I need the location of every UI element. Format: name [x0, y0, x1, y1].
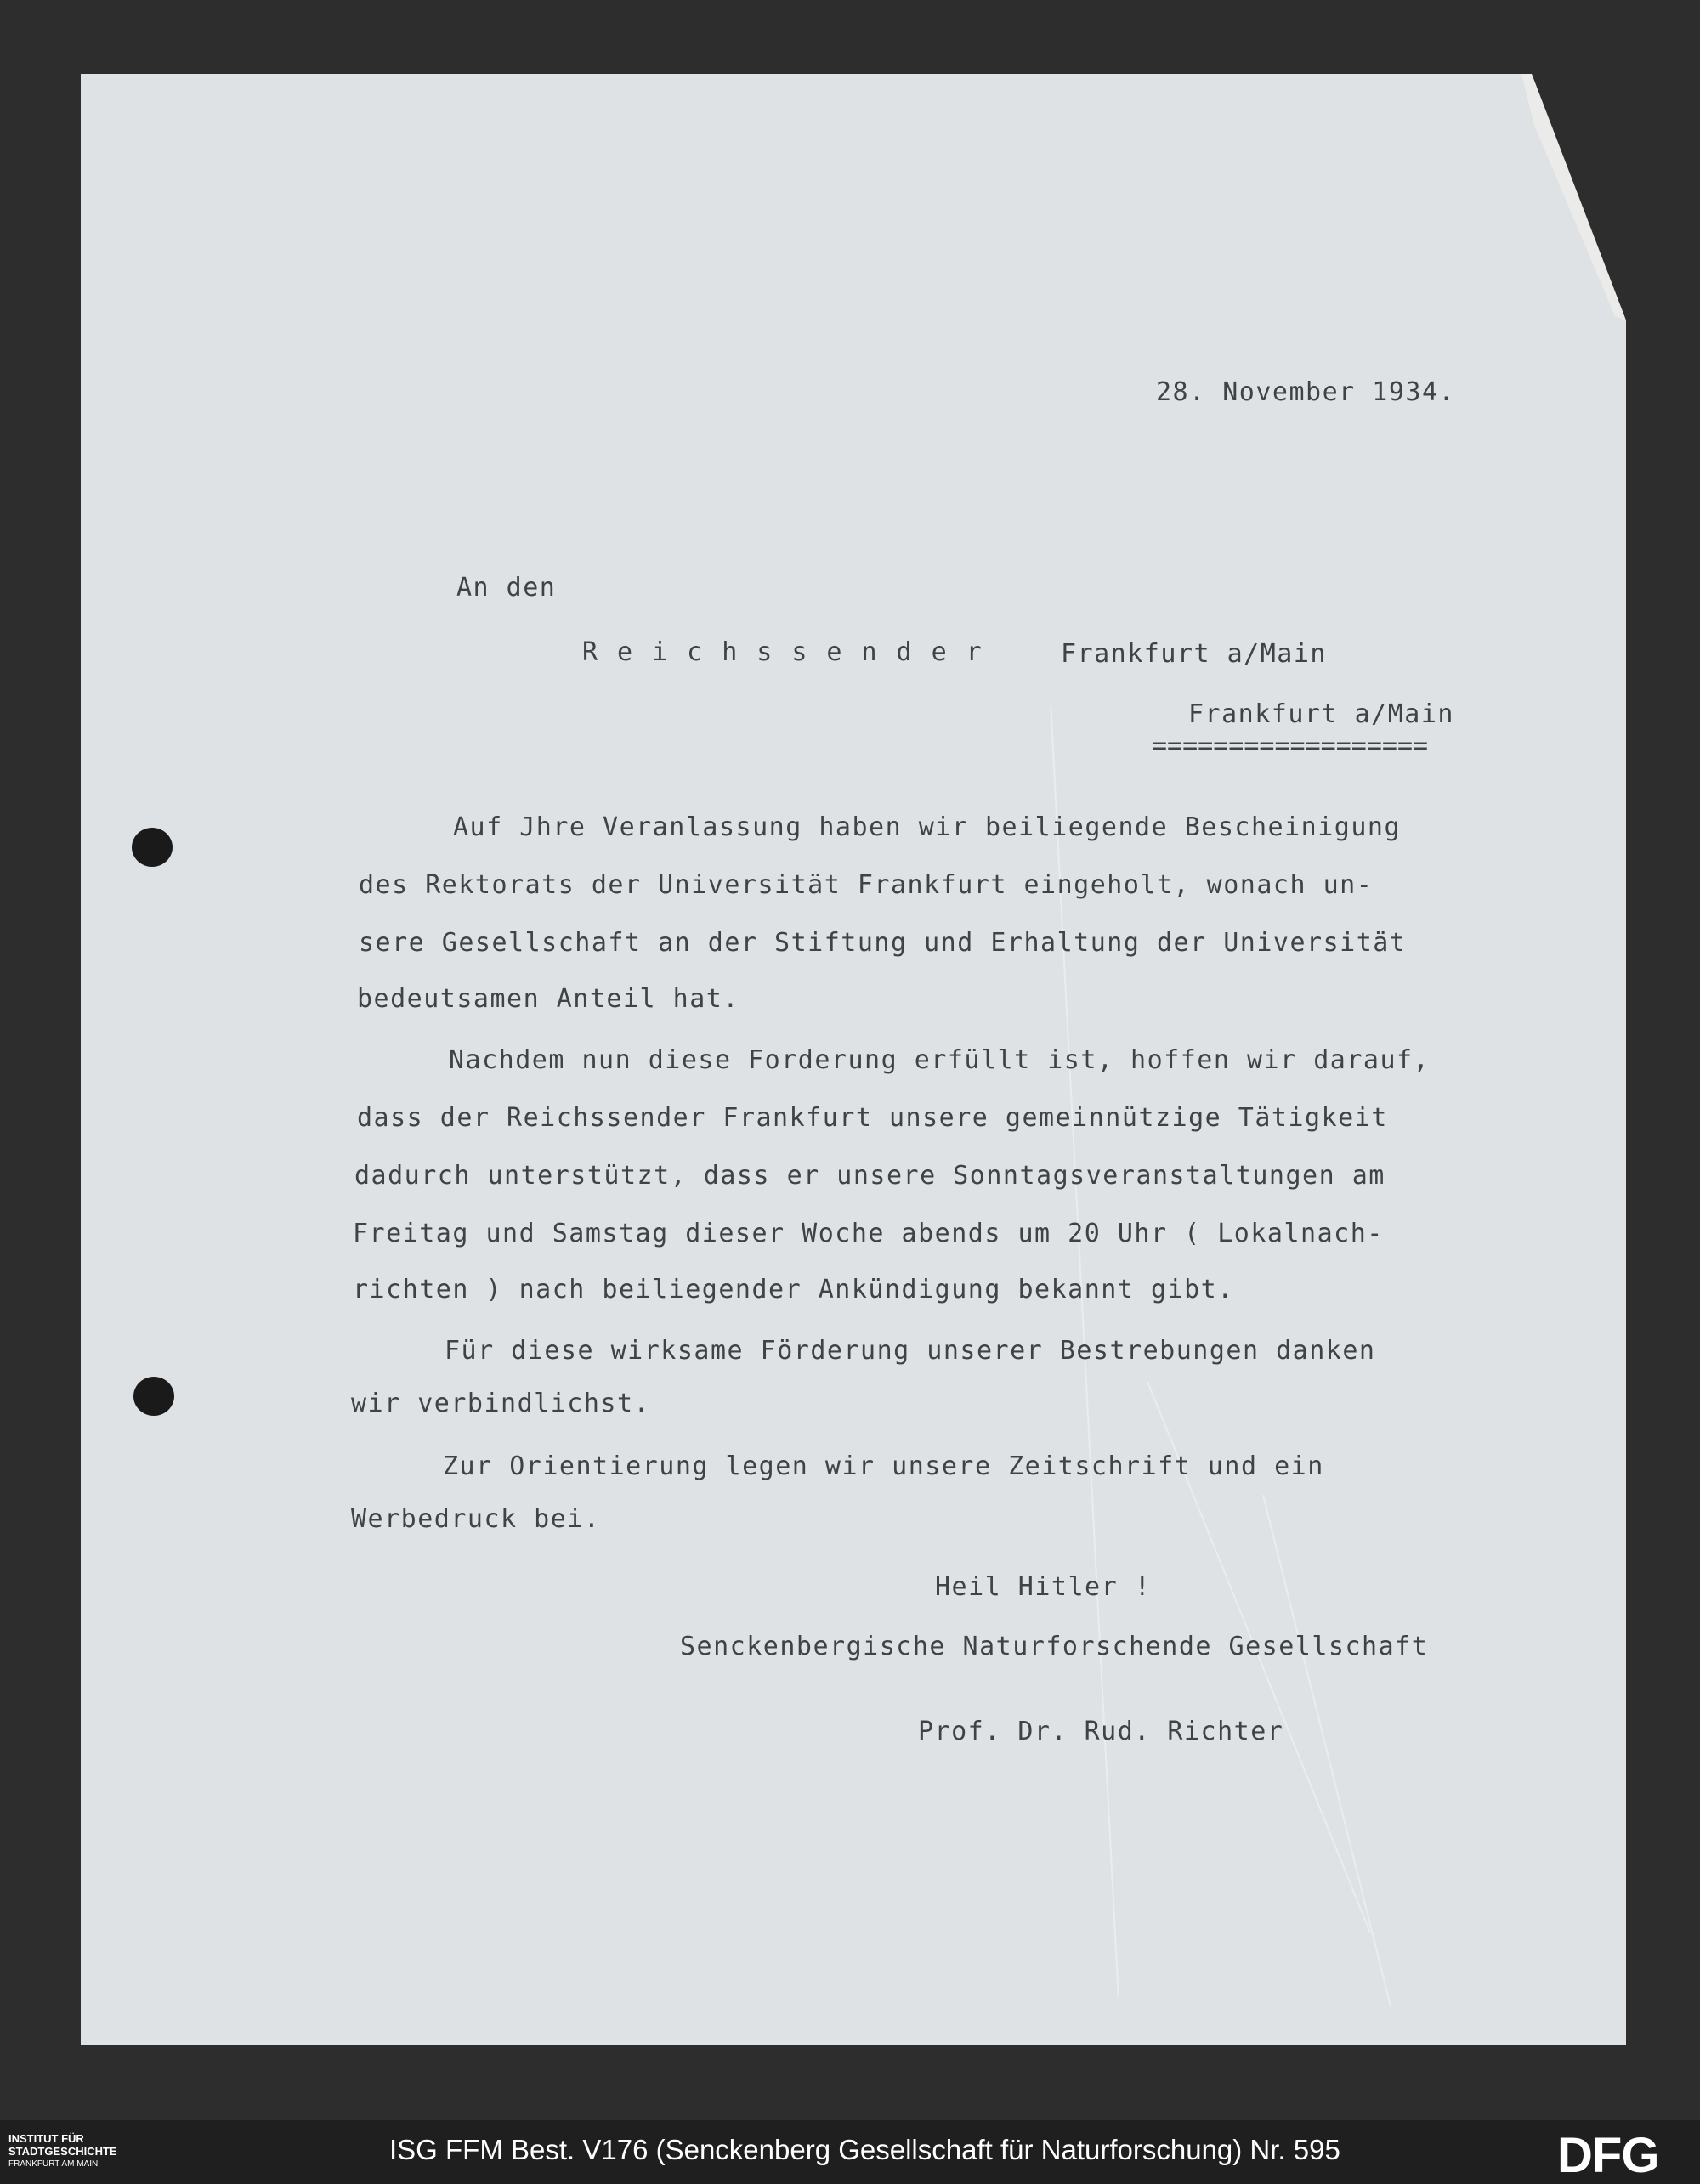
archive-footer: [0, 2120, 1700, 2184]
institute-line: STADTGESCHICHTE: [8, 2145, 117, 2158]
closing-signatory: Prof. Dr. Rud. Richter: [918, 1717, 1284, 1746]
recipient-underline: ==================: [1152, 731, 1429, 761]
institute-line: FRANKFURT AM MAIN: [8, 2159, 99, 2169]
punch-hole: [132, 828, 173, 867]
body-line: dadurch unterstützt, dass er unsere Sonntagsveranstaltungen am: [354, 1161, 1386, 1191]
body-line: richten ) nach beiliegender Ankündigung bekannt gibt.: [353, 1275, 1234, 1304]
dfg-logo: DFG: [1557, 2128, 1659, 2183]
archive-caption: ISG FFM Best. V176 (Senckenberg Gesellschaft für Naturforschung) Nr. 595: [389, 2134, 1340, 2165]
punch-hole: [133, 1377, 174, 1416]
recipient-city: Frankfurt a/Main: [1188, 699, 1454, 729]
closing-organization: Senckenbergische Naturforschende Gesellschaft: [680, 1632, 1429, 1661]
letter-date: 28. November 1934.: [1156, 377, 1456, 407]
closing-greeting: Heil Hitler !: [935, 1572, 1152, 1602]
body-line: des Rektorats der Universität Frankfurt eingeholt, wonach un-: [359, 870, 1374, 900]
body-line: Werbedruck bei.: [351, 1504, 601, 1534]
recipient-name-city: Frankfurt a/Main: [1061, 639, 1327, 669]
body-line: Zur Orientierung legen wir unsere Zeitschrift und ein: [443, 1451, 1324, 1481]
recipient-name-spaced: Reichssender: [582, 637, 1001, 667]
body-line: dass der Reichssender Frankfurt unsere gemeinnützige Tätigkeit: [357, 1103, 1388, 1133]
body-line: Nachdem nun diese Forderung erfüllt ist, hoffen wir darauf,: [449, 1045, 1431, 1075]
body-line: bedeutsamen Anteil hat.: [357, 984, 740, 1014]
institute-line: INSTITUT FÜR: [8, 2132, 84, 2145]
body-line: Auf Jhre Veranlassung haben wir beiliegende Bescheinigung: [453, 812, 1402, 842]
body-line: Für diese wirksame Förderung unserer Bestrebungen danken: [445, 1336, 1376, 1366]
body-line: Freitag und Samstag dieser Woche abends um 20 Uhr ( Lokalnach-: [353, 1219, 1384, 1248]
body-line: wir verbindlichst.: [351, 1389, 651, 1418]
institute-logo: [8, 2132, 117, 2170]
body-line: sere Gesellschaft an der Stiftung und Erhaltung der Universität: [359, 928, 1407, 958]
recipient-salutation: An den: [456, 573, 557, 603]
